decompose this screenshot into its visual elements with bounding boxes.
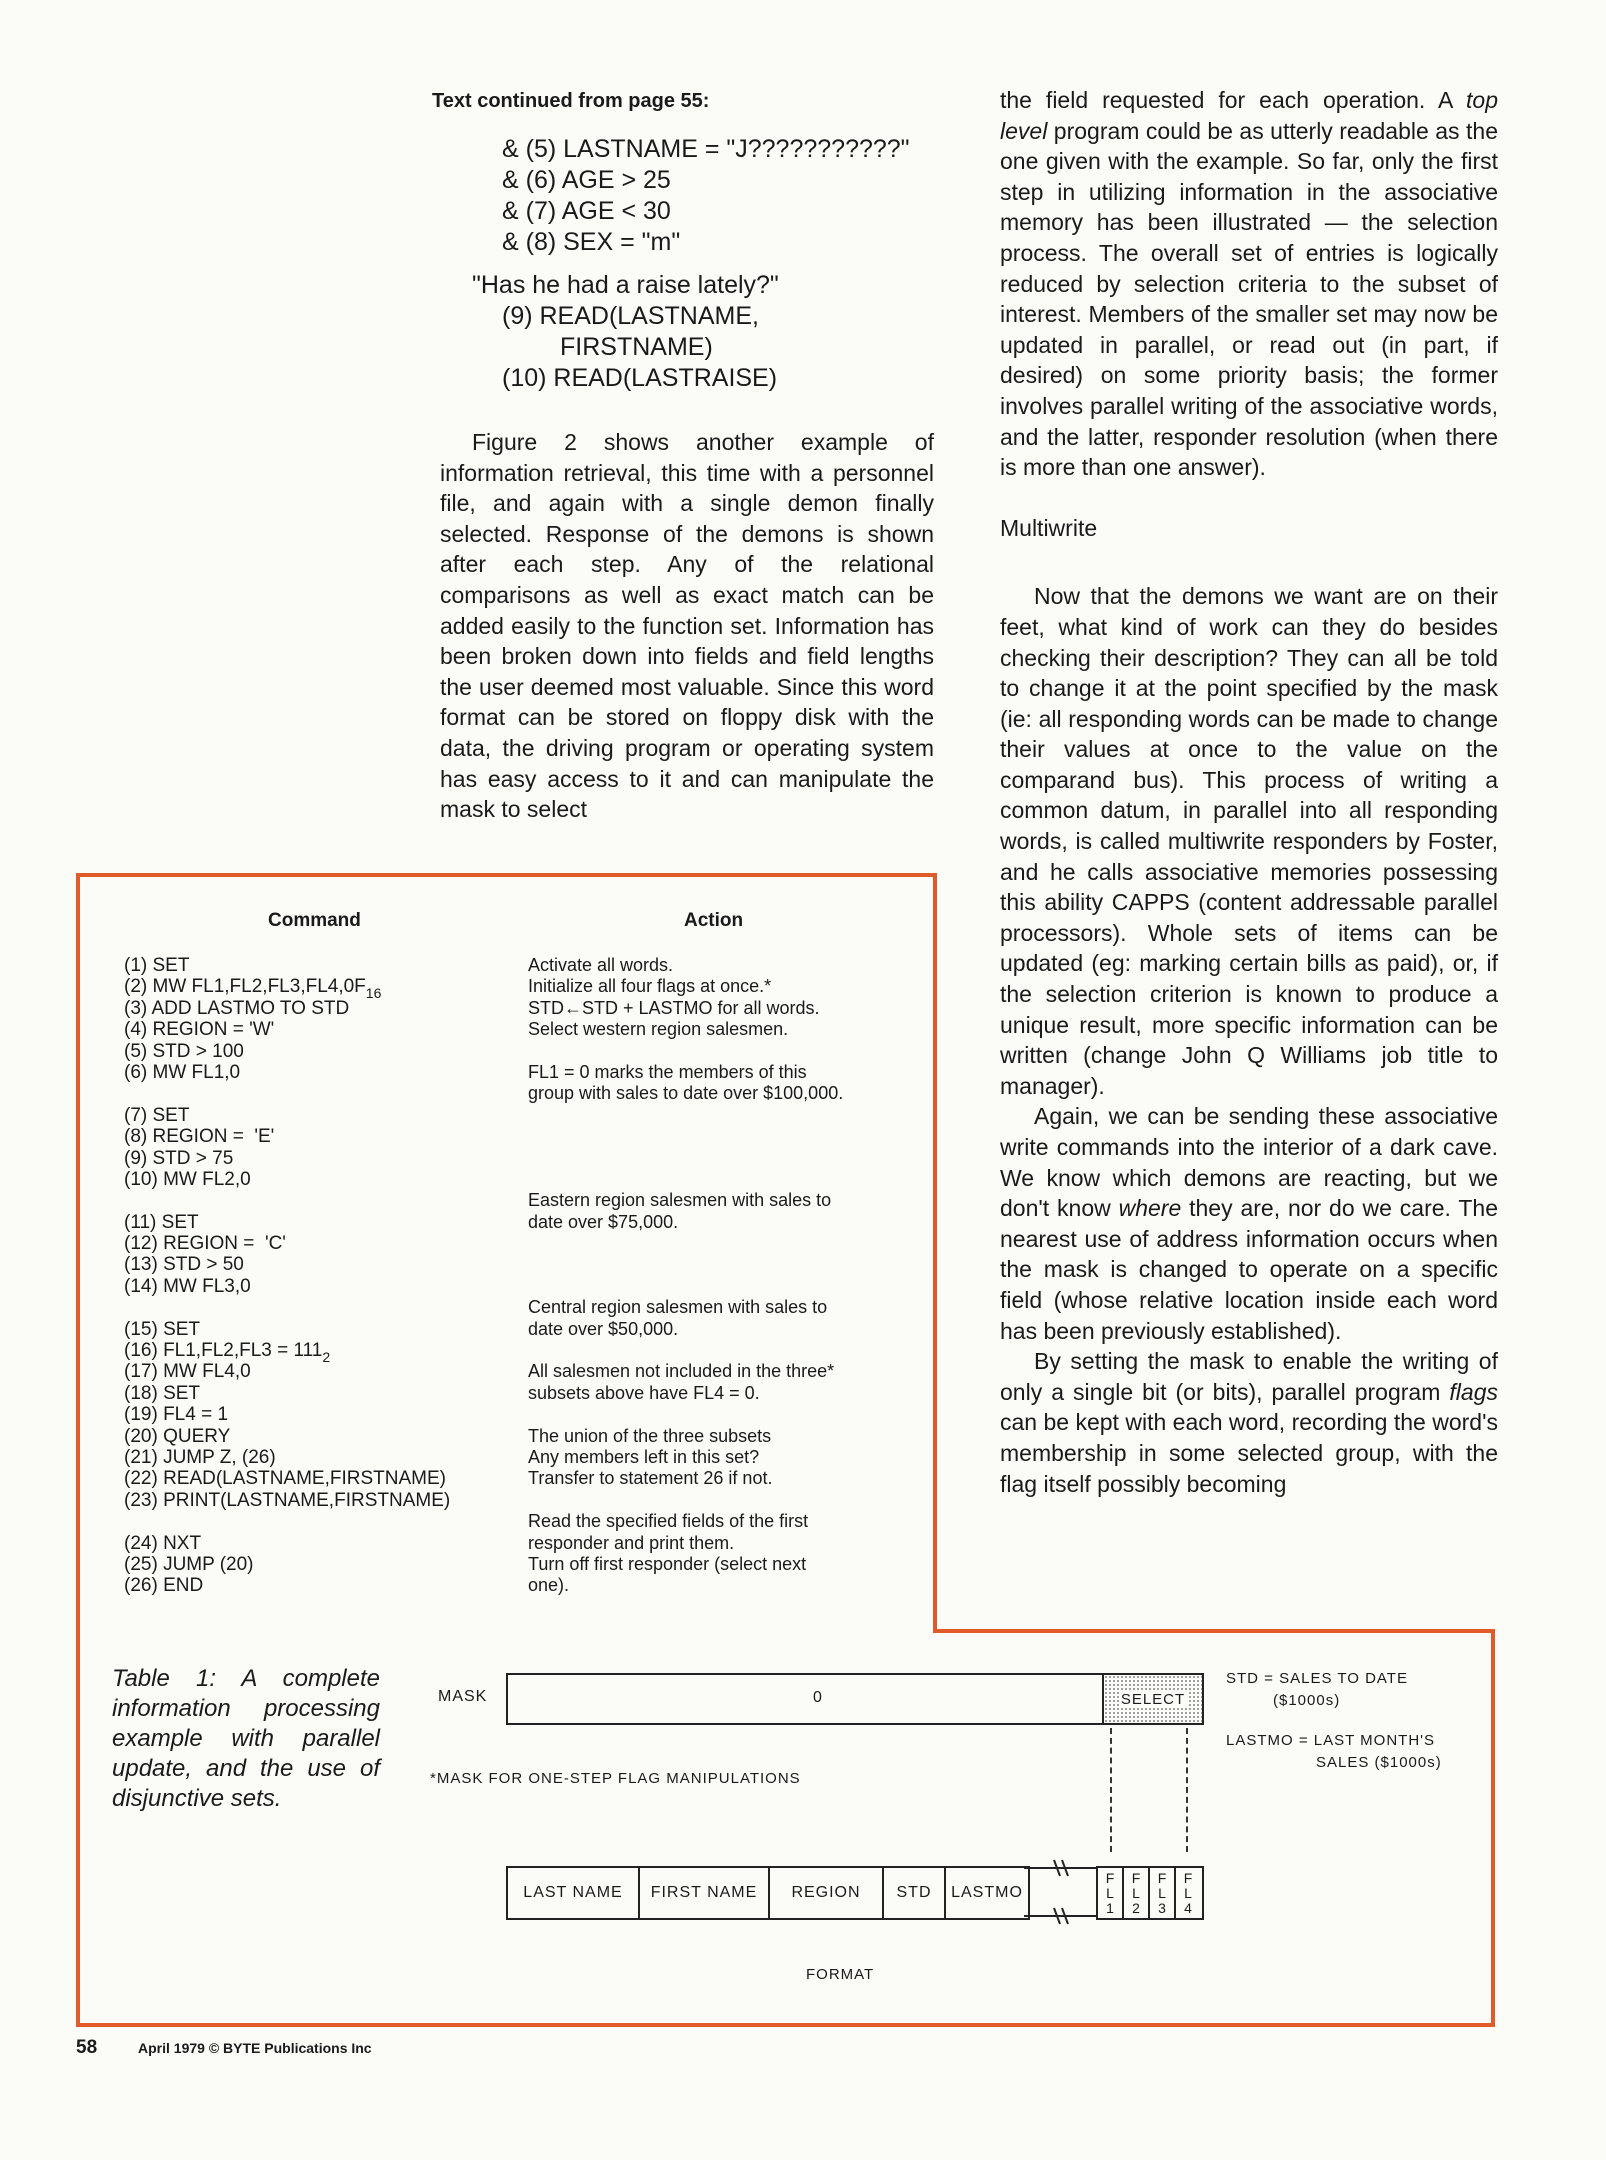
action-row xyxy=(528,1490,928,1511)
word-format xyxy=(506,1866,1030,1920)
table-caption: Table 1: A complete information processing example with parallel update, and the use of disjunctive sets. xyxy=(112,1665,380,1812)
command-row: (26) END xyxy=(124,1575,204,1597)
field-cell: REGION xyxy=(770,1868,884,1918)
frame-notch-vertical xyxy=(933,873,937,1633)
query-example xyxy=(430,134,940,394)
command-row: (25) JUMP (20) xyxy=(124,1553,254,1575)
action-row xyxy=(528,1340,928,1361)
action-row: STD←STD + LASTMO for all words. xyxy=(528,997,820,1018)
action-row: Activate all words. xyxy=(528,955,674,975)
frame-bottom xyxy=(76,2023,1495,2027)
flag-cell-fl2: F L 2 xyxy=(1124,1868,1150,1918)
command-row: (12) REGION = 'C' xyxy=(124,1233,286,1255)
query-line: "Has he had a raise lately?" xyxy=(472,271,779,299)
command-row: (5) STD > 100 xyxy=(124,1040,244,1062)
action-row: Any members left in this set? xyxy=(528,1446,760,1467)
command-row: (23) PRINT(LASTNAME,FIRSTNAME) xyxy=(124,1489,451,1511)
query-line: & (7) AGE < 30 xyxy=(502,197,671,225)
paragraph-1: the field requested for each operation. A top level program could be as utterly readable as the one given with the example. So far, only the first step in utilizing information in the associative memory has been illustrated — the selection process. The overall set of entries is logically reduced by selection criteria to the subset of interest. Members of the smaller set may now be updated in parallel, or read out (in part, if desired) on some priority basis; the former involves parallel writing of the associative words, and the latter, responder resolution (when there is more than one answer). xyxy=(1000,87,1498,481)
dashed-connector xyxy=(1110,1728,1112,1852)
action-row xyxy=(528,1148,928,1169)
command-row: (2) MW $FL1,FL2,FL3,FL4,0F_{16}$ xyxy=(124,976,382,1002)
action-row xyxy=(528,1169,928,1190)
command-row: (6) MW FL1,0 xyxy=(124,1061,241,1083)
action-row: one). xyxy=(528,1575,570,1596)
command-row: (18) SET xyxy=(124,1382,201,1404)
action-row: responder and print them. xyxy=(528,1532,735,1553)
command-header: Command xyxy=(268,910,361,931)
footer-credit: April 1979 © BYTE Publications Inc xyxy=(138,2040,372,2056)
right-column xyxy=(1000,85,1498,1499)
page-number: 58 xyxy=(76,2037,98,2058)
command-row: (22) READ(LASTNAME,FIRSTNAME) xyxy=(124,1468,446,1490)
command-row xyxy=(124,1190,514,1211)
flag-cell-fl3: F L 3 xyxy=(1150,1868,1176,1918)
query-line: & (8) SEX = "m" xyxy=(502,228,681,256)
mask-register xyxy=(506,1673,1204,1725)
query-line: (10) READ(LASTRAISE) xyxy=(502,364,778,392)
command-list xyxy=(124,955,514,1597)
flag-cells xyxy=(1096,1866,1204,1920)
dashed-connector xyxy=(1186,1728,1188,1852)
command-row: (19) FL4 = 1 xyxy=(124,1404,229,1426)
command-row: (24) NXT xyxy=(124,1532,202,1554)
command-row: (9) STD > 75 xyxy=(124,1147,234,1169)
break-mark-icon xyxy=(1024,1856,1098,1926)
command-row: (8) REGION = 'E' xyxy=(124,1126,275,1148)
mask-value: 0 xyxy=(813,1689,823,1706)
select-field: SELECT xyxy=(1102,1675,1202,1723)
action-row: Turn off first responder (select next xyxy=(528,1553,807,1574)
legend-lastmo: LASTMO = LAST MONTH'S xyxy=(1226,1732,1436,1749)
paragraph-text: Figure 2 shows another example of information retrieval, this time with a personnel file, and again with a single demon finally selected. Response of the demons is shown after each step. Any of the relational comparisons as well as exact match can be added easily to the function set. Information has been broken down into fields and field lengths the user deemed most valuable. Since this word format can be stored on floppy disk with the data, the driving program or operating system has easy access to it and can manipulate the mask to select xyxy=(440,429,934,823)
query-line: & (5) LASTNAME = "J???????????" xyxy=(502,135,910,163)
command-row: (21) JUMP Z, (26) xyxy=(124,1446,276,1468)
action-row: Central region salesmen with sales to xyxy=(528,1297,828,1318)
field-cell: LAST NAME xyxy=(508,1868,640,1918)
command-row: (16) $FL1,FL2,FL3 = 111_2$ xyxy=(124,1340,331,1366)
command-row: (1) SET xyxy=(124,955,190,976)
field-cell: FIRST NAME xyxy=(640,1868,770,1918)
middle-paragraph xyxy=(440,427,934,825)
command-row xyxy=(124,1083,514,1104)
continued-heading: Text continued from page 55: xyxy=(432,90,710,112)
field-cell: LASTMO xyxy=(951,1884,1023,1901)
frame-right xyxy=(1491,1629,1495,2027)
paragraph-3: Again, we can be sending these associative write commands into the interior of a dark cave. We know which demons are reacting, but we don't know where they are, nor do we care. The nearest use of address information occurs when the mask is changed to operate on a specific field (whose relative location inside each word has been previously established). xyxy=(1000,1103,1498,1344)
action-row: date over $75,000. xyxy=(528,1211,679,1232)
paragraph-4: By setting the mask to enable the writing of only a single bit (or bits), parallel program flags can be kept with each word, recording the word's membership in some selected group, with the flag itself possibly becoming xyxy=(1000,1348,1498,1497)
command-row: (4) REGION = 'W' xyxy=(124,1019,275,1041)
action-row: Transfer to statement 26 if not. xyxy=(528,1468,773,1489)
legend-std: STD = SALES TO DATE xyxy=(1226,1670,1408,1687)
command-row: (15) SET xyxy=(124,1318,201,1340)
command-row: (17) MW FL4,0 xyxy=(124,1361,251,1383)
section-heading-multiwrite: Multiwrite xyxy=(1000,514,1098,541)
action-row: Read the specified fields of the first xyxy=(528,1511,809,1532)
action-row: All salesmen not included in the three* xyxy=(528,1361,835,1382)
action-row xyxy=(528,1041,928,1062)
command-row xyxy=(124,1297,514,1318)
action-header: Action xyxy=(684,910,744,931)
action-row xyxy=(528,1254,928,1275)
mask-label: MASK xyxy=(438,1688,488,1705)
action-row: Eastern region salesmen with sales to xyxy=(528,1190,832,1211)
action-row xyxy=(528,1276,928,1297)
frame-top-right xyxy=(933,1629,1495,1633)
command-row: (13) STD > 50 xyxy=(124,1254,244,1276)
legend-lastmo-2: SALES ($1000s) xyxy=(1316,1754,1442,1771)
action-row: Select western region salesmen. xyxy=(528,1019,789,1040)
command-row: (10) MW FL2,0 xyxy=(124,1168,251,1190)
frame-top-left xyxy=(76,873,937,877)
legend-std-unit: ($1000s) xyxy=(1273,1692,1341,1709)
action-row xyxy=(528,1233,928,1254)
command-row: (11) SET xyxy=(124,1211,199,1233)
action-list xyxy=(528,955,928,1597)
command-row: (3) ADD LASTMO TO STD xyxy=(124,997,350,1019)
command-row: (20) QUERY xyxy=(124,1425,231,1447)
query-line: (9) READ(LASTNAME, xyxy=(502,302,759,330)
command-row: (7) SET xyxy=(124,1104,190,1126)
action-row: Initialize all four flags at once.* xyxy=(528,976,772,997)
action-row xyxy=(528,1105,928,1126)
flag-cell-fl4: F L 4 xyxy=(1183,1869,1193,1916)
action-row: FL1 = 0 marks the members of this xyxy=(528,1061,807,1082)
frame-left xyxy=(76,873,80,2027)
query-line: FIRSTNAME) xyxy=(560,333,713,361)
mask-footnote: *MASK FOR ONE-STEP FLAG MANIPULATIONS xyxy=(430,1770,801,1787)
paragraph-2: Now that the demons we want are on their feet, what kind of work can they do besides checking their description? They can all be told to change it at the point specified by the mask (ie: all responding words can be made to change their values at once to the value on the comparand bus). This process of writing a common datum, in parallel into all responding words, is called multiwrite responders by Foster, and he calls associative memories possessing this ability CAPPS (content addressable parallel processors). Whole sets of items can be updated (eg: marking certain bills as paid), or, if the selection criterion is known to produce a unique result, more specific information can be written (change John Q Williams job title to manager). xyxy=(1000,583,1498,1099)
flag-cell-fl1: F L 1 xyxy=(1098,1868,1124,1918)
action-row xyxy=(528,1126,928,1147)
command-row xyxy=(124,1511,514,1532)
action-row: subsets above have FL4 = 0. xyxy=(528,1382,760,1403)
format-label: FORMAT xyxy=(806,1966,875,1983)
query-line: & (6) AGE > 25 xyxy=(502,166,671,194)
field-cell: STD xyxy=(884,1868,946,1918)
action-row: date over $50,000. xyxy=(528,1318,679,1339)
command-row: (14) MW FL3,0 xyxy=(124,1275,251,1297)
action-row xyxy=(528,1404,928,1425)
action-row: The union of the three subsets xyxy=(528,1425,772,1446)
action-row: group with sales to date over $100,000. xyxy=(528,1083,844,1104)
